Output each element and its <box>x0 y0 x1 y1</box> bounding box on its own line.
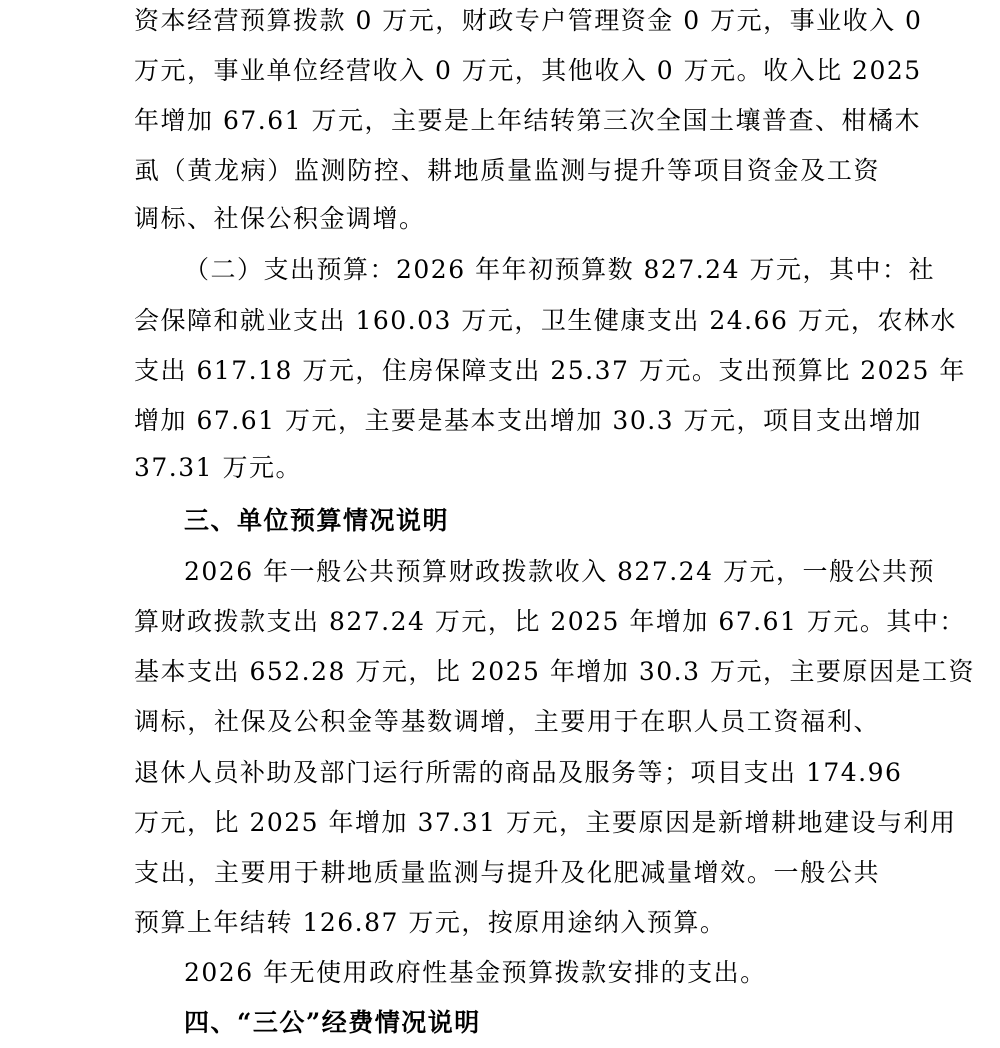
section-heading: 四、“三公”经费情况说明 <box>184 1008 481 1037</box>
text-line: 会保障和就业支出 160.03 万元，卫生健康支出 24.66 万元，农林水 <box>134 306 957 335</box>
text-line: （二）支出预算：2026 年年初预算数 827.24 万元，其中：社 <box>184 255 935 284</box>
text-line: 增加 67.61 万元，主要是基本支出增加 30.3 万元，项目支出增加 <box>134 406 923 435</box>
text-line: 基本支出 652.28 万元，比 2025 年增加 30.3 万元，主要原因是工资 <box>134 657 975 686</box>
text-line: 2026 年无使用政府性基金预算拨款安排的支出。 <box>184 958 767 987</box>
text-line: 支出 617.18 万元，住房保障支出 25.37 万元。支出预算比 2025 年 <box>134 356 966 385</box>
text-line: 调标、社保公积金调增。 <box>134 204 426 233</box>
text-line: 退休人员补助及部门运行所需的商品及服务等；项目支出 174.96 <box>134 758 903 787</box>
text-line: 虱（黄龙病）监测防控、耕地质量监测与提升等项目资金及工资 <box>134 156 880 185</box>
text-line: 2026 年一般公共预算财政拨款收入 827.24 万元，一般公共预 <box>184 557 935 586</box>
text-line: 年增加 67.61 万元，主要是上年结转第三次全国土壤普查、柑橘木 <box>134 106 921 135</box>
text-line: 支出，主要用于耕地质量监测与提升及化肥减量增效。一般公共 <box>134 858 880 887</box>
section-heading: 三、单位预算情况说明 <box>184 506 450 535</box>
text-line: 37.31 万元。 <box>134 453 303 482</box>
text-line: 万元，事业单位经营收入 0 万元，其他收入 0 万元。收入比 2025 <box>134 56 922 85</box>
text-line: 资本经营预算拨款 0 万元，财政专户管理资金 0 万元，事业收入 0 <box>134 6 923 35</box>
text-line: 预算上年结转 126.87 万元，按原用途纳入预算。 <box>134 908 727 937</box>
text-line: 调标，社保及公积金等基数调增，主要用于在职人员工资福利、 <box>134 707 880 736</box>
text-line: 算财政拨款支出 827.24 万元，比 2025 年增加 67.61 万元。其中： <box>134 607 966 636</box>
text-line: 万元，比 2025 年增加 37.31 万元，主要原因是新增耕地建设与利用 <box>134 808 957 837</box>
